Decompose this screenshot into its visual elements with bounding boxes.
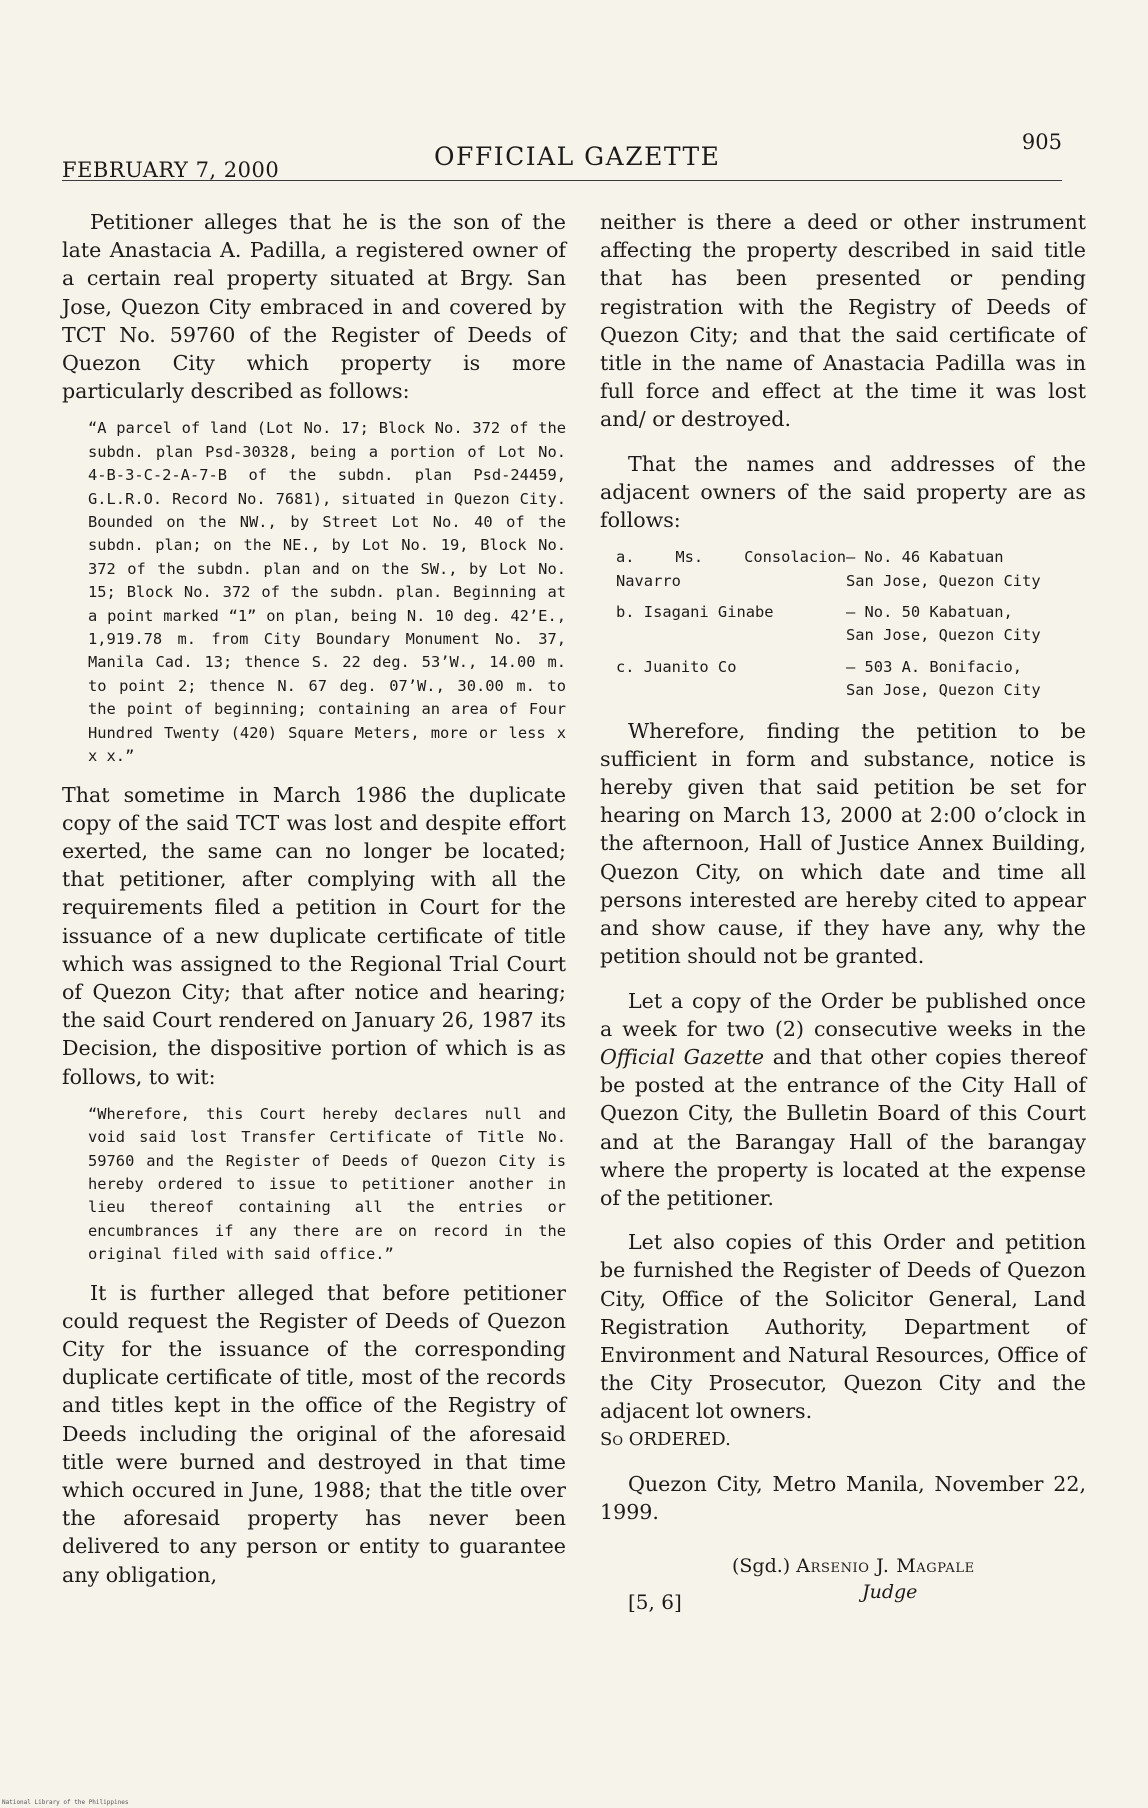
paragraph-no-instrument: neither is there a deed or other instrument affecting the property described in said title that has been presented or pending registration with the Registry of Deeds of Quezon City; and that the said certificate of title in the name of Anastacia Padilla was in full force and effect at the time it was lost and/ or destroyed. [600, 210, 1086, 432]
paragraph-publication: Let a copy of the Order be published once a week for two (2) consecutive weeks in the Official Gazette and that other copies thereof be posted at the entrance of the City Hall of Quezon City, the Bulletin Board of this Court and at the Barangay Hall of the barangay where the property is located at the expense of the petitioner. [600, 988, 1086, 1210]
list-item [616, 601, 1086, 648]
header-rule [62, 180, 1062, 181]
paragraph-petition: Petitioner alleges that he is the son of the late Anastacia A. Padilla, a registered owner of a certain real property situated at Brgy. San Jose, Quezon City embraced in and covered by TCT No. 59760 of the Register of Deeds of Quezon City which property is more particularly described as follows: [62, 210, 566, 404]
page-header [62, 130, 1062, 190]
signatory: (Sgd.) Arsenio J. Magpale [732, 1555, 975, 1578]
page-number: 905 [1021, 130, 1062, 154]
issue-date: FEBRUARY 7, 2000 [62, 158, 280, 182]
right-column [600, 208, 1086, 1622]
owner-address: – No. 50 Kabatuan, San Jose, Quezon City [846, 603, 1041, 645]
so-ordered: So ORDERED. [600, 1428, 731, 1450]
paragraph-records-burned: It is further alleged that before petitioner could request the Register of Deeds of Quezon City for the issuance of the corresponding duplicate certificate of title, most of the records and titles kept in the office of the Registry of Deeds including the original of the aforesaid title were burned and destroyed in that time which occured in June, 1988; that the title over the aforesaid property has never been delivered to any person or entity to guarantee any obligation, [62, 1280, 566, 1587]
paragraph-adjacent-owners: That the names and addresses of the adjacent owners of the said property are as follows: [600, 451, 1086, 533]
list-item [616, 656, 1086, 703]
publication-title: OFFICIAL GAZETTE [434, 142, 721, 171]
owner-address: – No. 46 Kabatuan San Jose, Quezon City [846, 548, 1041, 590]
signatory-title: Judge [862, 1581, 918, 1604]
signature-block [600, 1552, 1086, 1622]
place-and-date: Quezon City, Metro Manila, November 22, 1999. [600, 1471, 1086, 1524]
list-item [616, 546, 1086, 593]
gazette-name-italic: Official Gazette [600, 1044, 765, 1069]
paragraph-hearing-notice: Wherefore, finding the petition to be sufficient in form and substance, notice is hereby given that said petition be set for hearing on March 13, 2000 at 2:00 o’clock in the afternoon, Hall of Justice Annex Building, Quezon City, on which date and time all persons interested are hereby cited to appear and show cause, if they have any, why the petition should not be granted. [600, 718, 1086, 969]
left-column [62, 208, 566, 1589]
issue-reference: [5, 6] [628, 1590, 682, 1615]
owner-name: b. Isagani Ginabe [616, 603, 774, 622]
owner-name: c. Juanito Co [616, 657, 737, 676]
paragraph-copies-furnished: Let also copies of this Order and petition be furnished the Register of Deeds of Quezon City, Office of the Solicitor General, Land Registration Authority, Department of Environment and Natural Resources, Office of the City Prosecutor, Quezon City and the adjacent lot owners. [600, 1230, 1086, 1424]
owner-name: a. Ms. Consolacion Navarro [616, 548, 846, 590]
archive-footer: National Library of the Philippines [2, 1799, 129, 1806]
quote-court-decision: “Wherefore, this Court hereby declares null and void said lost Transfer Certificate of Title No. 59760 and the Register of Deeds of Quezon City is hereby ordered to issue to petitioner another in lieu thereof containing all the entries or encumbrances if any there are on record in the original filed with said office.” [88, 1104, 566, 1264]
paragraph-lost-duplicate: That sometime in March 1986 the duplicate copy of the said TCT was lost and despite effort exerted, the same can no longer be located; that petitioner, after complying with all the requirements filed a petition in Court for the issuance of a new duplicate certificate of title which was assigned to the Regional Trial Court of Quezon City; that after notice and hearing; the said Court rendered on January 26, 1987 its Decision, the dispositive portion of which is as follows, to wit: [62, 782, 566, 1089]
owner-address: – 503 A. Bonifacio, San Jose, Quezon City [846, 657, 1041, 700]
owners-list [616, 546, 1086, 702]
quote-land-description: “A parcel of land (Lot No. 17; Block No. 372 of the subdn. plan Psd-30328, being a portion of Lot No. 4-B-3-C-2-A-7-B of the subdn. plan Psd-24459, G.L.R.O. Record No. 7681), situated in Quezon City. Bounded on the NW., by Street Lot No. 40 of the subdn. plan; on the NE., by Lot No. 19, Block No. 372 of the subdn. plan and on the SW., by Lot No. 15; Block No. 372 of the subdn. plan. Beginning at a point marked “1” on plan, being N. 10 deg. 42’E., 1,919.78 m. from City Boundary Monument No. 37, Manila Cad. 13; thence S. 22 deg. 53’W., 14.00 m. to point 2; thence N. 67 deg. 07’W., 30.00 m. to the point of beginning; containing an area of Four Hundred Twenty (420) Square Meters, more or less x x x.” [88, 419, 566, 766]
